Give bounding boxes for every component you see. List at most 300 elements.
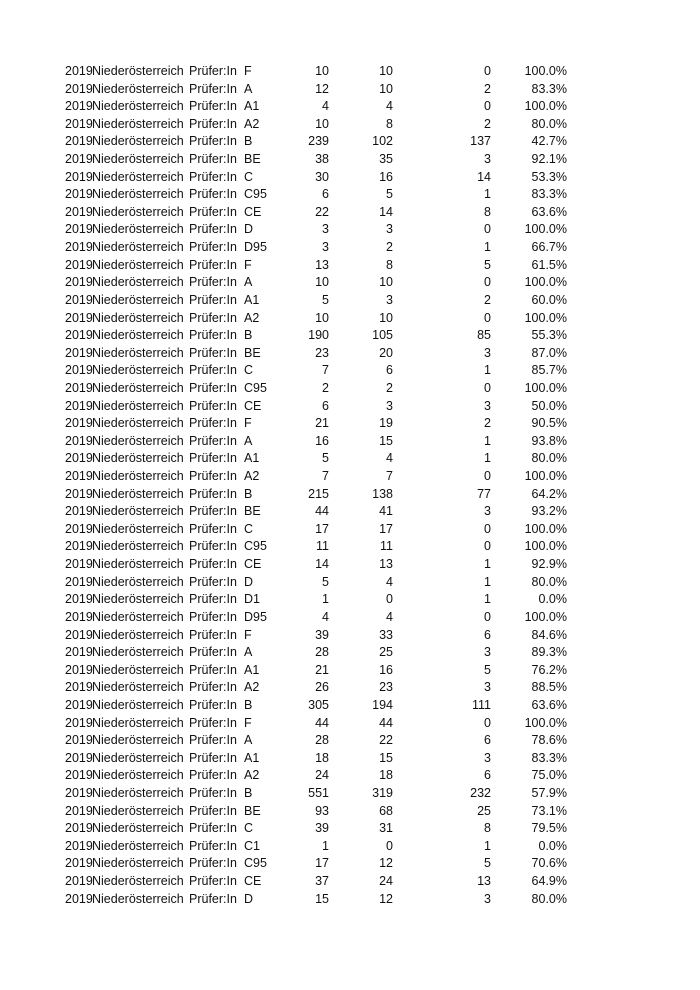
failed-cell: 0 — [484, 275, 491, 290]
passed-cell: 10 — [379, 310, 393, 325]
total-cell: 30 — [315, 169, 329, 184]
role-cell: Prüfer:In — [189, 222, 237, 237]
role-cell: Prüfer:In — [189, 451, 237, 466]
role-cell: Prüfer:In — [189, 416, 237, 431]
rate-cell: 100.0% — [524, 222, 567, 237]
table-row — [0, 81, 700, 99]
year-cell: 2019 — [65, 662, 93, 677]
total-cell: 10 — [315, 275, 329, 290]
total-cell: 4 — [322, 99, 329, 114]
year-cell: 2019 — [65, 433, 93, 448]
failed-cell: 8 — [484, 821, 491, 836]
rate-cell: 73.1% — [531, 803, 567, 818]
rate-cell: 87.0% — [531, 345, 567, 360]
year-cell: 2019 — [65, 733, 93, 748]
rate-cell: 92.9% — [531, 557, 567, 572]
passed-cell: 24 — [379, 874, 393, 889]
passed-cell: 10 — [379, 81, 393, 96]
total-cell: 18 — [315, 750, 329, 765]
year-cell: 2019 — [65, 292, 93, 307]
role-cell: Prüfer:In — [189, 275, 237, 290]
total-cell: 3 — [322, 222, 329, 237]
failed-cell: 6 — [484, 768, 491, 783]
table-row — [0, 151, 700, 169]
class-cell: B — [244, 697, 253, 712]
passed-cell: 105 — [372, 328, 393, 343]
total-cell: 12 — [315, 81, 329, 96]
total-cell: 26 — [315, 680, 329, 695]
role-cell: Prüfer:In — [189, 204, 237, 219]
region-cell: Niederösterreich — [92, 99, 184, 114]
passed-cell: 5 — [386, 187, 393, 202]
failed-cell: 232 — [470, 785, 491, 800]
total-cell: 38 — [315, 152, 329, 167]
rate-cell: 80.0% — [531, 116, 567, 131]
region-cell: Niederösterreich — [92, 187, 184, 202]
class-cell: A2 — [244, 469, 260, 484]
failed-cell: 1 — [484, 363, 491, 378]
total-cell: 22 — [315, 204, 329, 219]
class-cell: D95 — [244, 609, 267, 624]
rate-cell: 80.0% — [531, 891, 567, 906]
year-cell: 2019 — [65, 99, 93, 114]
region-cell: Niederösterreich — [92, 469, 184, 484]
rate-cell: 85.7% — [531, 363, 567, 378]
year-cell: 2019 — [65, 398, 93, 413]
role-cell: Prüfer:In — [189, 874, 237, 889]
passed-cell: 10 — [379, 275, 393, 290]
class-cell: C95 — [244, 856, 267, 871]
year-cell: 2019 — [65, 310, 93, 325]
table-row — [0, 433, 700, 451]
total-cell: 551 — [308, 785, 329, 800]
year-cell: 2019 — [65, 504, 93, 519]
rate-cell: 57.9% — [531, 785, 567, 800]
region-cell: Niederösterreich — [92, 662, 184, 677]
rate-cell: 63.6% — [531, 204, 567, 219]
region-cell: Niederösterreich — [92, 433, 184, 448]
year-cell: 2019 — [65, 363, 93, 378]
role-cell: Prüfer:In — [189, 398, 237, 413]
total-cell: 44 — [315, 715, 329, 730]
passed-cell: 12 — [379, 891, 393, 906]
passed-cell: 23 — [379, 680, 393, 695]
total-cell: 215 — [308, 486, 329, 501]
total-cell: 39 — [315, 821, 329, 836]
year-cell: 2019 — [65, 803, 93, 818]
class-cell: C95 — [244, 539, 267, 554]
rate-cell: 79.5% — [531, 821, 567, 836]
total-cell: 239 — [308, 134, 329, 149]
table-row — [0, 221, 700, 239]
region-cell: Niederösterreich — [92, 715, 184, 730]
table-row — [0, 538, 700, 556]
failed-cell: 2 — [484, 292, 491, 307]
failed-cell: 5 — [484, 257, 491, 272]
table-row — [0, 450, 700, 468]
passed-cell: 4 — [386, 99, 393, 114]
failed-cell: 0 — [484, 539, 491, 554]
year-cell: 2019 — [65, 134, 93, 149]
failed-cell: 1 — [484, 557, 491, 572]
data-table — [0, 63, 700, 908]
table-row — [0, 98, 700, 116]
passed-cell: 7 — [386, 469, 393, 484]
total-cell: 21 — [315, 662, 329, 677]
total-cell: 6 — [322, 398, 329, 413]
region-cell: Niederösterreich — [92, 891, 184, 906]
class-cell: A1 — [244, 451, 260, 466]
role-cell: Prüfer:In — [189, 81, 237, 96]
class-cell: BE — [244, 504, 261, 519]
table-row — [0, 486, 700, 504]
rate-cell: 55.3% — [531, 328, 567, 343]
total-cell: 190 — [308, 328, 329, 343]
rate-cell: 0.0% — [538, 838, 567, 853]
total-cell: 28 — [315, 645, 329, 660]
role-cell: Prüfer:In — [189, 768, 237, 783]
rate-cell: 88.5% — [531, 680, 567, 695]
passed-cell: 33 — [379, 627, 393, 642]
rate-cell: 63.6% — [531, 697, 567, 712]
rate-cell: 66.7% — [531, 240, 567, 255]
class-cell: CE — [244, 874, 262, 889]
total-cell: 1 — [322, 838, 329, 853]
passed-cell: 2 — [386, 380, 393, 395]
total-cell: 16 — [315, 433, 329, 448]
role-cell: Prüfer:In — [189, 592, 237, 607]
class-cell: F — [244, 64, 252, 78]
total-cell: 37 — [315, 874, 329, 889]
passed-cell: 4 — [386, 451, 393, 466]
total-cell: 2 — [322, 380, 329, 395]
year-cell: 2019 — [65, 627, 93, 642]
table-row — [0, 591, 700, 609]
class-cell: BE — [244, 803, 261, 818]
rate-cell: 83.3% — [531, 81, 567, 96]
region-cell: Niederösterreich — [92, 592, 184, 607]
year-cell: 2019 — [65, 680, 93, 695]
class-cell: A2 — [244, 310, 260, 325]
failed-cell: 3 — [484, 504, 491, 519]
year-cell: 2019 — [65, 785, 93, 800]
class-cell: D95 — [244, 240, 267, 255]
class-cell: D — [244, 891, 254, 906]
passed-cell: 194 — [372, 697, 393, 712]
failed-cell: 0 — [484, 99, 491, 114]
passed-cell: 4 — [386, 574, 393, 589]
year-cell: 2019 — [65, 821, 93, 836]
rate-cell: 90.5% — [531, 416, 567, 431]
table-row — [0, 891, 700, 909]
rate-cell: 76.2% — [531, 662, 567, 677]
failed-cell: 3 — [484, 645, 491, 660]
passed-cell: 3 — [386, 292, 393, 307]
year-cell: 2019 — [65, 451, 93, 466]
failed-cell: 1 — [484, 574, 491, 589]
table-row — [0, 679, 700, 697]
role-cell: Prüfer:In — [189, 574, 237, 589]
failed-cell: 8 — [484, 204, 491, 219]
failed-cell: 0 — [484, 609, 491, 624]
year-cell: 2019 — [65, 328, 93, 343]
role-cell: Prüfer:In — [189, 504, 237, 519]
region-cell: Niederösterreich — [92, 380, 184, 395]
passed-cell: 8 — [386, 257, 393, 272]
failed-cell: 3 — [484, 152, 491, 167]
table-row — [0, 116, 700, 134]
year-cell: 2019 — [65, 521, 93, 536]
region-cell: Niederösterreich — [92, 821, 184, 836]
failed-cell: 0 — [484, 222, 491, 237]
region-cell: Niederösterreich — [92, 64, 184, 78]
table-row — [0, 398, 700, 416]
role-cell: Prüfer:In — [189, 469, 237, 484]
passed-cell: 13 — [379, 557, 393, 572]
failed-cell: 2 — [484, 416, 491, 431]
table-row — [0, 239, 700, 257]
role-cell: Prüfer:In — [189, 152, 237, 167]
rate-cell: 100.0% — [524, 539, 567, 554]
class-cell: C — [244, 169, 254, 184]
failed-cell: 14 — [477, 169, 491, 184]
region-cell: Niederösterreich — [92, 856, 184, 871]
class-cell: CE — [244, 557, 262, 572]
passed-cell: 35 — [379, 152, 393, 167]
class-cell: C95 — [244, 380, 267, 395]
table-row — [0, 274, 700, 292]
table-row — [0, 803, 700, 821]
table-row — [0, 838, 700, 856]
role-cell: Prüfer:In — [189, 785, 237, 800]
passed-cell: 25 — [379, 645, 393, 660]
region-cell: Niederösterreich — [92, 874, 184, 889]
passed-cell: 8 — [386, 116, 393, 131]
rate-cell: 64.9% — [531, 874, 567, 889]
failed-cell: 3 — [484, 398, 491, 413]
year-cell: 2019 — [65, 204, 93, 219]
passed-cell: 10 — [379, 64, 393, 78]
year-cell: 2019 — [65, 750, 93, 765]
role-cell: Prüfer:In — [189, 521, 237, 536]
year-cell: 2019 — [65, 592, 93, 607]
rate-cell: 60.0% — [531, 292, 567, 307]
class-cell: A — [244, 433, 253, 448]
total-cell: 17 — [315, 521, 329, 536]
table-row — [0, 345, 700, 363]
total-cell: 6 — [322, 187, 329, 202]
failed-cell: 3 — [484, 345, 491, 360]
table-row — [0, 362, 700, 380]
role-cell: Prüfer:In — [189, 856, 237, 871]
failed-cell: 0 — [484, 380, 491, 395]
region-cell: Niederösterreich — [92, 733, 184, 748]
region-cell: Niederösterreich — [92, 152, 184, 167]
passed-cell: 11 — [380, 539, 393, 554]
failed-cell: 5 — [484, 662, 491, 677]
failed-cell: 77 — [477, 486, 491, 501]
region-cell: Niederösterreich — [92, 785, 184, 800]
region-cell: Niederösterreich — [92, 416, 184, 431]
table-row — [0, 697, 700, 715]
role-cell: Prüfer:In — [189, 257, 237, 272]
failed-cell: 0 — [484, 64, 491, 78]
rate-cell: 0.0% — [538, 592, 567, 607]
region-cell: Niederösterreich — [92, 838, 184, 853]
table-row — [0, 627, 700, 645]
passed-cell: 14 — [379, 204, 393, 219]
year-cell: 2019 — [65, 416, 93, 431]
class-cell: A2 — [244, 680, 260, 695]
class-cell: C — [244, 363, 254, 378]
year-cell: 2019 — [65, 116, 93, 131]
rate-cell: 100.0% — [524, 380, 567, 395]
region-cell: Niederösterreich — [92, 697, 184, 712]
rate-cell: 100.0% — [524, 715, 567, 730]
class-cell: CE — [244, 204, 262, 219]
passed-cell: 22 — [379, 733, 393, 748]
total-cell: 44 — [315, 504, 329, 519]
region-cell: Niederösterreich — [92, 521, 184, 536]
table-row — [0, 133, 700, 151]
failed-cell: 1 — [484, 187, 491, 202]
class-cell: A1 — [244, 99, 260, 114]
role-cell: Prüfer:In — [189, 803, 237, 818]
region-cell: Niederösterreich — [92, 240, 184, 255]
total-cell: 5 — [322, 574, 329, 589]
total-cell: 23 — [315, 345, 329, 360]
region-cell: Niederösterreich — [92, 134, 184, 149]
role-cell: Prüfer:In — [189, 891, 237, 906]
table-row — [0, 186, 700, 204]
rate-cell: 93.2% — [531, 504, 567, 519]
failed-cell: 2 — [484, 81, 491, 96]
year-cell: 2019 — [65, 697, 93, 712]
role-cell: Prüfer:In — [189, 662, 237, 677]
total-cell: 14 — [315, 557, 329, 572]
year-cell: 2019 — [65, 469, 93, 484]
class-cell: D — [244, 574, 254, 589]
rate-cell: 42.7% — [531, 134, 567, 149]
failed-cell: 3 — [484, 750, 491, 765]
table-row — [0, 873, 700, 891]
class-cell: B — [244, 134, 253, 149]
region-cell: Niederösterreich — [92, 222, 184, 237]
table-row — [0, 468, 700, 486]
total-cell: 3 — [322, 240, 329, 255]
role-cell: Prüfer:In — [189, 627, 237, 642]
total-cell: 13 — [315, 257, 329, 272]
role-cell: Prüfer:In — [189, 539, 237, 554]
class-cell: C — [244, 521, 254, 536]
role-cell: Prüfer:In — [189, 733, 237, 748]
role-cell: Prüfer:In — [189, 116, 237, 131]
table-row — [0, 609, 700, 627]
rate-cell: 53.3% — [531, 169, 567, 184]
role-cell: Prüfer:In — [189, 557, 237, 572]
region-cell: Niederösterreich — [92, 557, 184, 572]
passed-cell: 319 — [372, 785, 393, 800]
class-cell: F — [244, 257, 252, 272]
region-cell: Niederösterreich — [92, 539, 184, 554]
passed-cell: 16 — [379, 169, 393, 184]
region-cell: Niederösterreich — [92, 504, 184, 519]
passed-cell: 15 — [379, 433, 393, 448]
table-row — [0, 521, 700, 539]
region-cell: Niederösterreich — [92, 574, 184, 589]
role-cell: Prüfer:In — [189, 433, 237, 448]
role-cell: Prüfer:In — [189, 187, 237, 202]
passed-cell: 6 — [386, 363, 393, 378]
total-cell: 93 — [315, 803, 329, 818]
failed-cell: 25 — [477, 803, 491, 818]
class-cell: BE — [244, 345, 261, 360]
failed-cell: 85 — [477, 328, 491, 343]
rate-cell: 100.0% — [524, 310, 567, 325]
region-cell: Niederösterreich — [92, 486, 184, 501]
role-cell: Prüfer:In — [189, 134, 237, 149]
rate-cell: 89.3% — [531, 645, 567, 660]
passed-cell: 102 — [372, 134, 393, 149]
rate-cell: 83.3% — [531, 187, 567, 202]
year-cell: 2019 — [65, 81, 93, 96]
passed-cell: 0 — [386, 838, 393, 853]
class-cell: F — [244, 627, 252, 642]
class-cell: A — [244, 733, 253, 748]
passed-cell: 31 — [379, 821, 393, 836]
total-cell: 5 — [322, 292, 329, 307]
role-cell: Prüfer:In — [189, 169, 237, 184]
role-cell: Prüfer:In — [189, 821, 237, 836]
year-cell: 2019 — [65, 257, 93, 272]
class-cell: F — [244, 715, 252, 730]
total-cell: 21 — [315, 416, 329, 431]
passed-cell: 17 — [379, 521, 393, 536]
region-cell: Niederösterreich — [92, 645, 184, 660]
table-row — [0, 767, 700, 785]
failed-cell: 1 — [484, 592, 491, 607]
rate-cell: 61.5% — [531, 257, 567, 272]
role-cell: Prüfer:In — [189, 363, 237, 378]
year-cell: 2019 — [65, 715, 93, 730]
table-row — [0, 380, 700, 398]
year-cell: 2019 — [65, 187, 93, 202]
year-cell: 2019 — [65, 645, 93, 660]
class-cell: A — [244, 275, 253, 290]
region-cell: Niederösterreich — [92, 398, 184, 413]
failed-cell: 1 — [484, 838, 491, 853]
region-cell: Niederösterreich — [92, 451, 184, 466]
passed-cell: 2 — [386, 240, 393, 255]
year-cell: 2019 — [65, 380, 93, 395]
failed-cell: 2 — [484, 116, 491, 131]
rate-cell: 100.0% — [524, 64, 567, 78]
failed-cell: 13 — [477, 874, 491, 889]
region-cell: Niederösterreich — [92, 627, 184, 642]
year-cell: 2019 — [65, 64, 93, 78]
passed-cell: 138 — [372, 486, 393, 501]
rate-cell: 78.6% — [531, 733, 567, 748]
total-cell: 11 — [316, 539, 329, 554]
table-row — [0, 503, 700, 521]
failed-cell: 3 — [484, 680, 491, 695]
table-row — [0, 63, 700, 81]
year-cell: 2019 — [65, 222, 93, 237]
table-row — [0, 204, 700, 222]
total-cell: 4 — [322, 609, 329, 624]
rate-cell: 50.0% — [531, 398, 567, 413]
year-cell: 2019 — [65, 275, 93, 290]
